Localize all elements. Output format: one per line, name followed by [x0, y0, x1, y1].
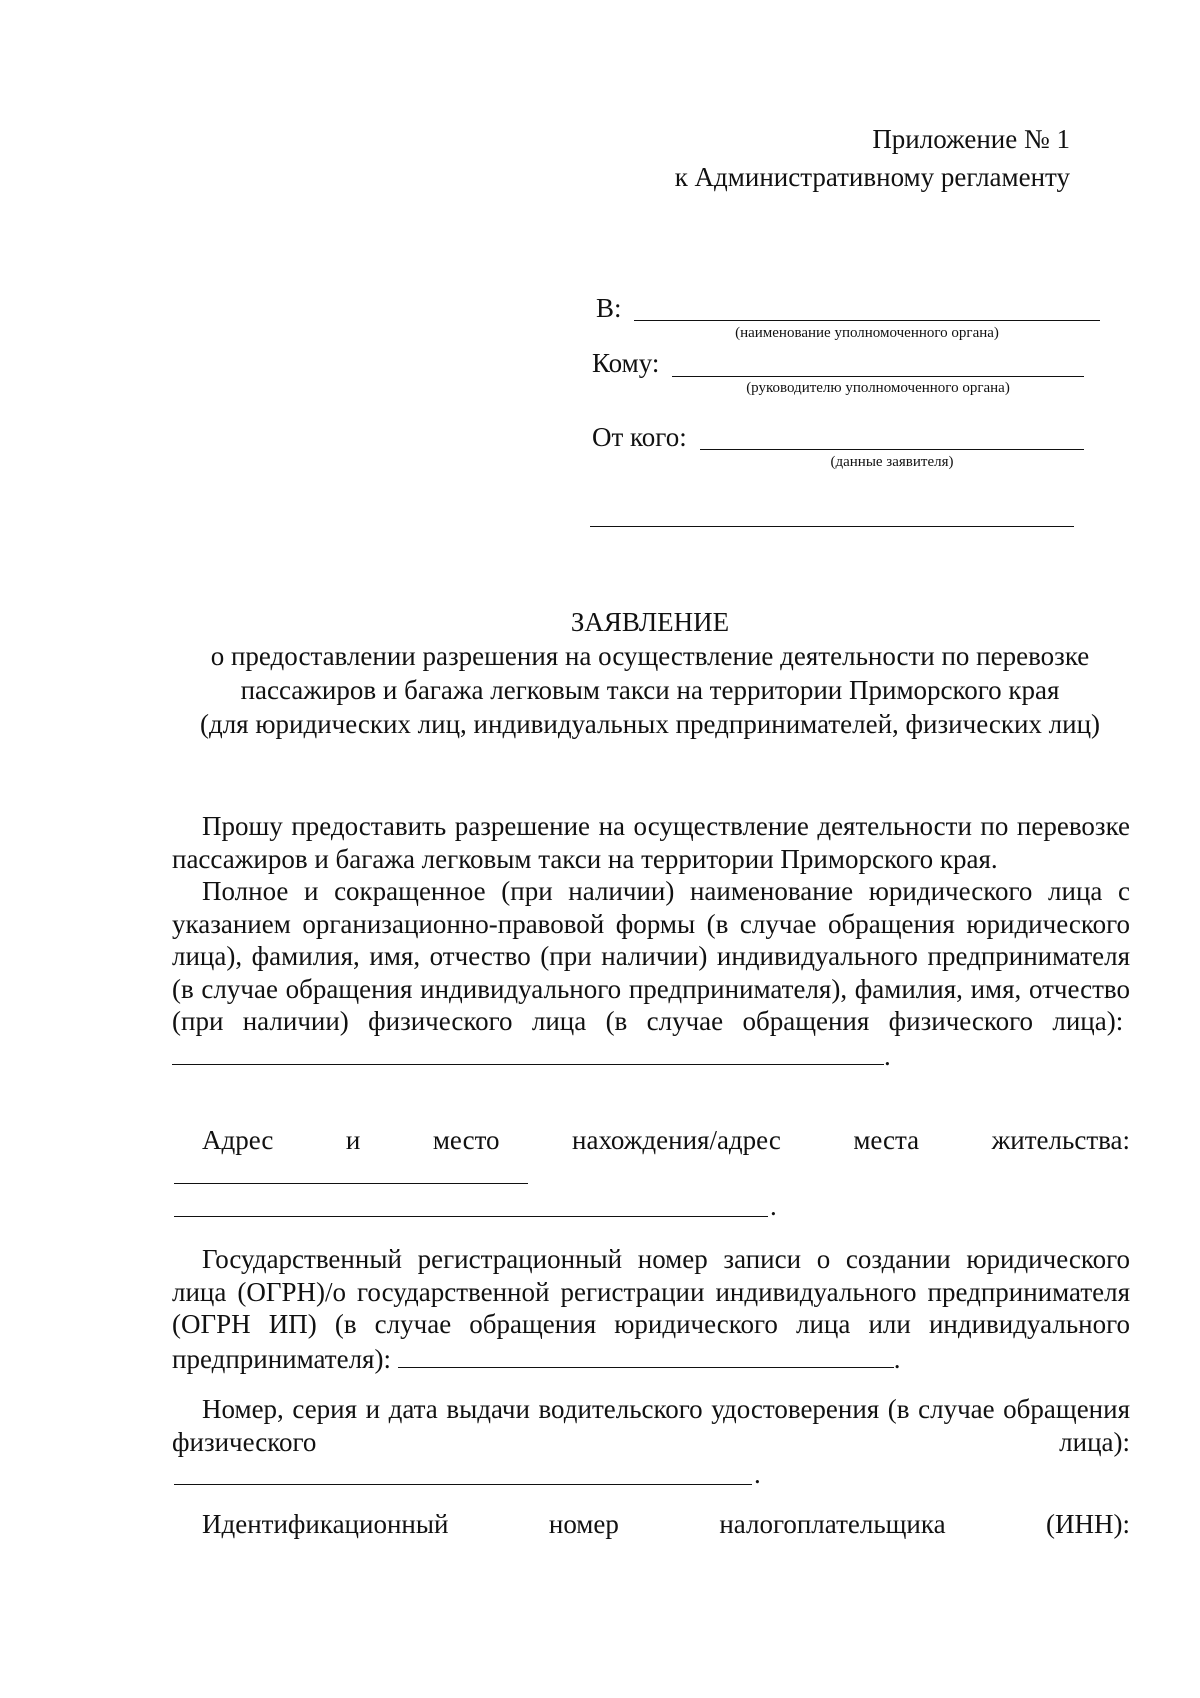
address-field-line-1[interactable] — [174, 1183, 528, 1184]
inn-word-4: (ИНН): — [1046, 1509, 1130, 1539]
from-field-line[interactable] — [700, 449, 1084, 450]
to-field-line[interactable] — [634, 320, 1100, 321]
title-heading: ЗАЯВЛЕНИЕ — [570, 607, 730, 637]
whom-caption: (руководителю уполномоченного органа) — [746, 380, 1010, 396]
address-word-4: нахождения/адрес — [572, 1125, 781, 1155]
inn-label-row — [202, 1508, 1130, 1541]
address-word-6: жительства: — [991, 1125, 1130, 1155]
whom-field-line[interactable] — [672, 376, 1084, 377]
address-field-period: . — [770, 1191, 777, 1221]
to-caption: (наименование уполномоченного органа) — [735, 325, 999, 341]
request-section — [172, 810, 1130, 1072]
ogrn-field-line[interactable] — [398, 1341, 894, 1368]
title-line-2: пассажиров и багажа легковым такси на территории Приморского края — [240, 675, 1060, 705]
address-word-5: места — [853, 1125, 920, 1155]
license-field-period: . — [754, 1459, 761, 1489]
ogrn-paragraph — [172, 1243, 1130, 1375]
name-paragraph-text: Полное и сокращенное (при наличии) наименование юридического лица с указанием организационно-правовой формы (в случае обращения юридического лица), фамилия, имя, отчество (при наличии) индивидуального предпринимателя (в случае обращения индивидуального предпринимателя), фамилия, имя, отчество (при наличии) физического лица (в случае обращения физического лица): — [172, 876, 1130, 1036]
ogrn-section — [172, 1243, 1130, 1375]
license-field-line[interactable] — [174, 1484, 752, 1485]
annex-header — [675, 120, 1070, 196]
whom-label: Кому: — [592, 348, 660, 378]
ogrn-field-period: . — [893, 1343, 901, 1374]
from-field-line-2[interactable] — [590, 526, 1074, 527]
document-title — [170, 605, 1130, 741]
annex-reference: к Административному регламенту — [674, 162, 1070, 192]
title-line-3: (для юридических лиц, индивидуальных предпринимателей, физических лиц) — [199, 709, 1101, 739]
inn-word-1: Идентификационный — [202, 1509, 449, 1539]
address-word-3: место — [432, 1125, 500, 1155]
license-section — [172, 1393, 1130, 1458]
address-field-line-2[interactable] — [174, 1216, 768, 1217]
inn-word-2: номер — [548, 1509, 619, 1539]
from-caption: (данные заявителя) — [830, 454, 954, 470]
address-word-2: и — [345, 1125, 361, 1155]
request-paragraph: Прошу предоставить разрешение на осуществление деятельности по перевозке пассажиров и багажа легковым такси на территории Приморского края. — [172, 811, 1130, 874]
ogrn-paragraph-text: Государственный регистрационный номер записи о создании юридического лица (ОГРН)/о государственной регистрации индивидуального предпринимателя (ОГРН ИП) (в случае обращения юридического лица или индивидуального предпринимателя): — [172, 1244, 1130, 1374]
license-paragraph: Номер, серия и дата выдачи водительского удостоверения (в случае обращения физического лица): — [172, 1394, 1130, 1457]
inn-word-3: налогоплательщика — [719, 1509, 946, 1539]
name-paragraph — [172, 875, 1130, 1072]
name-field-line[interactable] — [172, 1038, 884, 1065]
name-field-period: . — [884, 1040, 891, 1071]
to-label: В: — [596, 293, 622, 323]
title-line-1: о предоставлении разрешения на осуществление деятельности по перевозке — [210, 641, 1090, 671]
address-label-row — [202, 1124, 1130, 1157]
annex-number: Приложение № 1 — [872, 124, 1070, 154]
from-label: От кого: — [592, 422, 687, 452]
address-word-1: Адрес — [202, 1125, 274, 1155]
